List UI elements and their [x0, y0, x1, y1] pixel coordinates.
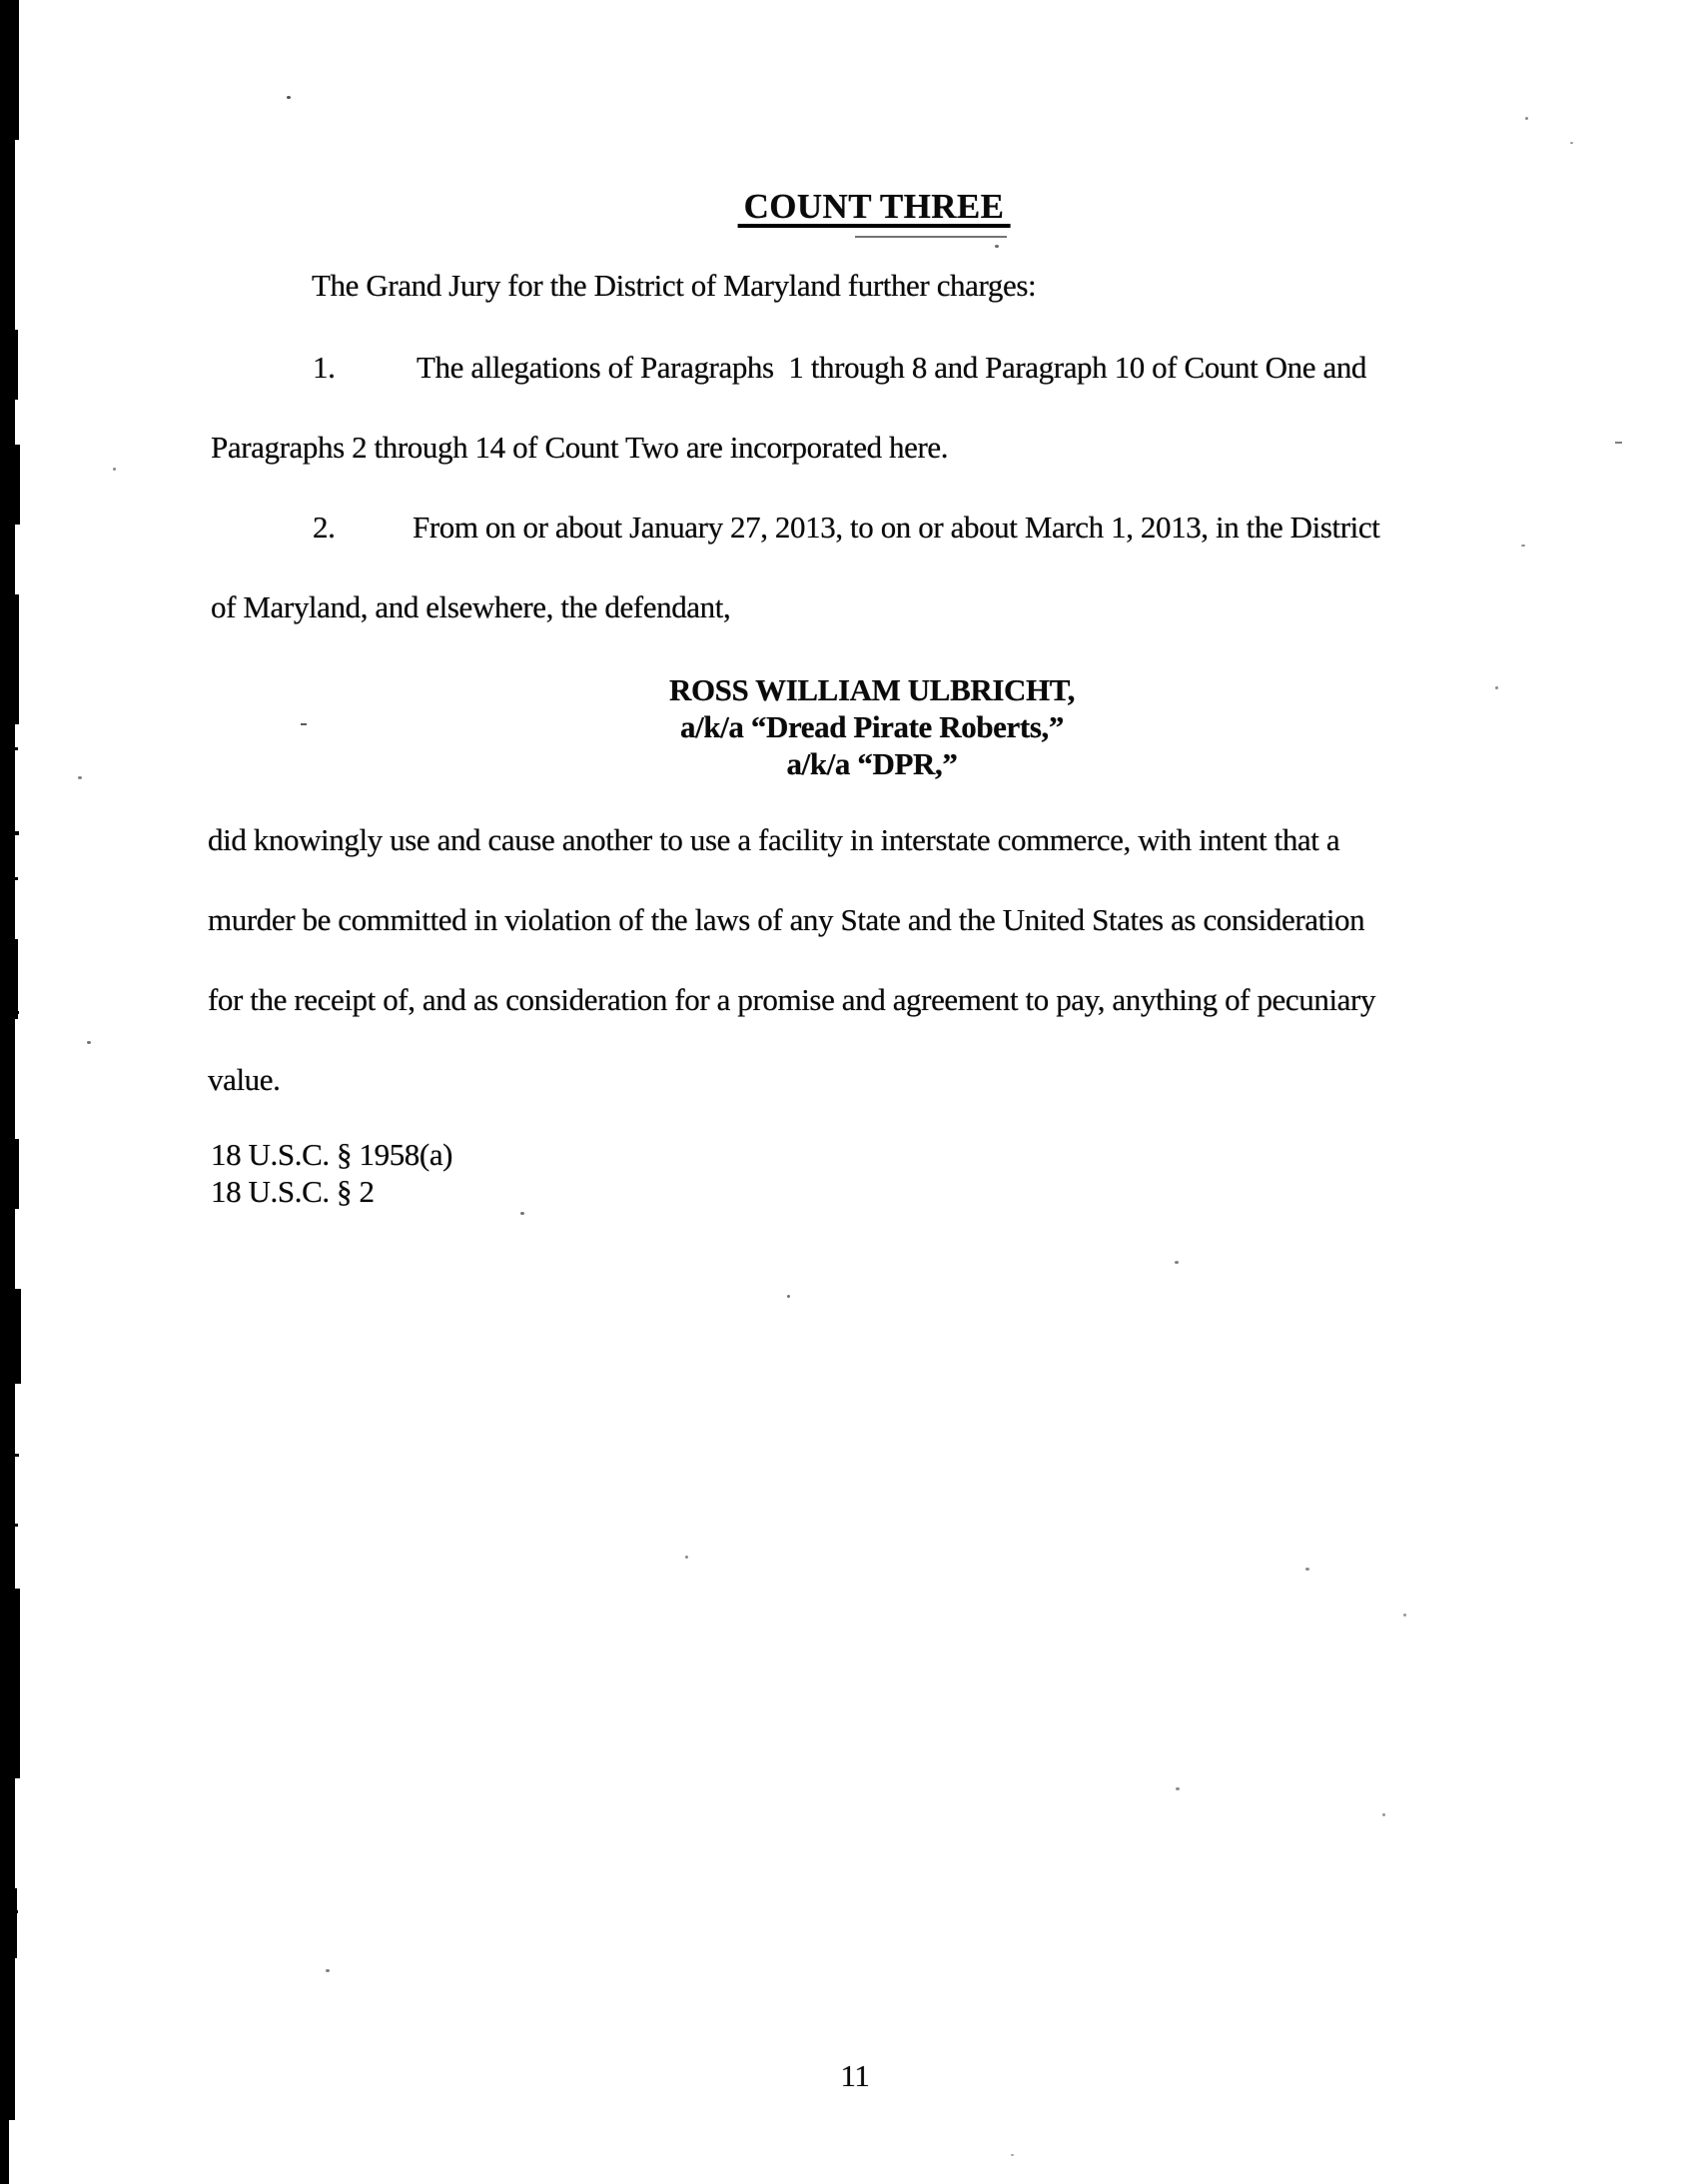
scan-artifact-dash	[14, 747, 18, 750]
paragraph-1-number: 1.	[313, 350, 336, 385]
scan-speck	[995, 245, 999, 248]
scan-speck	[1525, 117, 1528, 120]
defendant-alias-1: a/k/a “Dread Pirate Roberts,”	[680, 709, 1064, 744]
defendant-alias-2: a/k/a “DPR,”	[786, 746, 958, 781]
scan-artifact-dash	[14, 1154, 18, 1158]
scan-artifact-dash	[14, 831, 19, 835]
scan-speck	[520, 1212, 524, 1215]
scan-artifact-dash	[14, 1454, 19, 1457]
scan-artifact-dash	[14, 1910, 18, 1913]
scan-speck	[1175, 1261, 1179, 1264]
statute-citation-1: 18 U.S.C. § 1958(a)	[211, 1137, 453, 1172]
scan-edge-bump	[0, 0, 19, 140]
scan-artifact-dash	[14, 457, 19, 461]
paragraph-2-number: 2.	[313, 510, 336, 545]
scan-speck	[1011, 2154, 1014, 2156]
scan-speck	[1403, 1614, 1406, 1617]
scan-speck	[87, 1041, 91, 1044]
scan-edge-bump	[0, 939, 18, 1019]
underline-artifact	[855, 236, 1007, 238]
scan-edge-bump	[0, 330, 18, 400]
scan-artifact-dash	[14, 1524, 18, 1527]
scan-speck	[787, 1295, 790, 1298]
scan-speck	[1615, 442, 1622, 444]
page-number: 11	[840, 2058, 870, 2093]
count-heading	[738, 187, 1011, 228]
scan-artifact-dash	[14, 877, 18, 880]
charge-line-3: for the receipt of, and as consideration for a promise and agreement to pay, anything of pecuniary	[208, 982, 1376, 1017]
scan-speck	[287, 96, 291, 99]
scan-edge-bump	[0, 1589, 20, 1778]
scan-speck	[1570, 142, 1573, 144]
intro-line: The Grand Jury for the District of Maryland further charges:	[312, 268, 1037, 303]
scan-edge-bump	[0, 1888, 17, 1958]
scan-edge-notch	[9, 2120, 18, 2184]
scan-speck	[113, 468, 116, 471]
scan-artifact-dash	[14, 611, 18, 615]
paragraph-2-line-2: of Maryland, and elsewhere, the defendant,	[211, 589, 731, 624]
defendant-name: ROSS WILLIAM ULBRICHT,	[668, 672, 1076, 707]
charge-line-4: value.	[208, 1062, 281, 1097]
scan-speck	[1176, 1787, 1180, 1790]
scan-speck	[301, 723, 307, 725]
scan-artifact-dash	[14, 1011, 19, 1014]
scan-speck	[326, 1969, 330, 1972]
paragraph-2-line-1: From on or about January 27, 2013, to on or about March 1, 2013, in the District	[413, 510, 1380, 545]
scan-speck	[1305, 1568, 1309, 1571]
scan-edge-bump	[0, 1139, 19, 1209]
count-heading-text: COUNT THREE	[738, 191, 1011, 228]
scan-speck	[1521, 545, 1525, 546]
scan-edge-stripe	[0, 0, 15, 2184]
scan-speck	[1382, 1813, 1385, 1816]
scan-edge-bump	[0, 1289, 21, 1384]
paragraph-1-line-2: Paragraphs 2 through 14 of Count Two are incorporated here.	[211, 430, 949, 465]
charge-line-2: murder be committed in violation of the laws of any State and the United States as consideration	[208, 902, 1365, 937]
scan-speck	[685, 1556, 688, 1559]
scan-artifact-dash	[14, 1738, 19, 1742]
scan-artifact-dash	[14, 649, 19, 652]
scan-speck	[78, 776, 82, 779]
scan-speck	[1495, 686, 1498, 689]
charge-line-1: did knowingly use and cause another to use a facility in interstate commerce, with intent that a	[208, 822, 1340, 857]
scan-artifact-dash	[14, 492, 18, 495]
paragraph-1-line-1: The allegations of Paragraphs 1 through 8 and Paragraph 10 of Count One and	[417, 350, 1367, 385]
statute-citation-2: 18 U.S.C. § 2	[211, 1174, 375, 1209]
scan-artifact-dash	[14, 518, 20, 521]
